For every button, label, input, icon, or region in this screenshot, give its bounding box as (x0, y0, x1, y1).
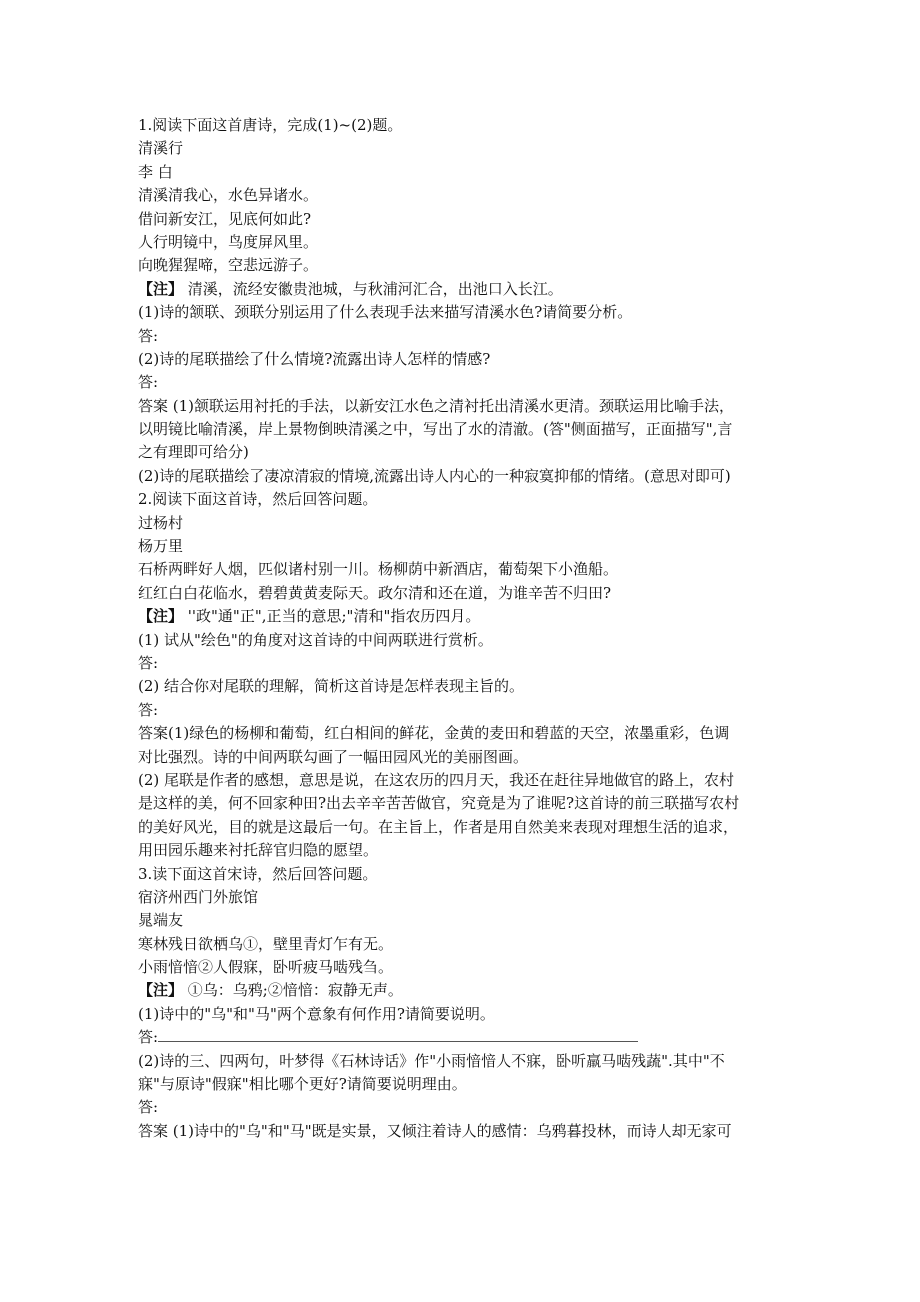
answer-underline (158, 1029, 638, 1042)
q2-poem-line: 石桥两畔好人烟，匹似诸村别一川。杨柳荫中新酒店，葡萄架下小渔船。 (138, 560, 619, 579)
note-tag: 【注】 (138, 981, 184, 1000)
q2-note (138, 605, 790, 628)
q1-subquestion-2: (2)诗的尾联描绘了什么情境?流露出诗人怎样的情感? (138, 349, 491, 368)
q2-answer-1-line: 对比强烈。诗的中间两联勾画了一幅田园风光的美丽图画。 (138, 747, 529, 766)
q2-answer-2-line: 是这样的美，何不回家种田?出去辛辛苦苦做官，究竟是为了谁呢?这首诗的前三联描写农村 (138, 794, 740, 813)
q3-poem-line: 小雨愔愔②人假寐，卧听疲马啮残刍。 (138, 958, 394, 977)
note-text: ''政"通"正",正当的意思;"清和"指农历四月。 (183, 607, 481, 626)
q1-answer-label-2: 答: (138, 373, 159, 392)
note-tag: 【注】 (138, 279, 184, 298)
q1-poem-line: 向晚猩猩啼，空悲远游子。 (138, 256, 319, 275)
q2-subquestion-1: (1) 试从"绘色"的角度对这首诗的中间两联进行赏析。 (138, 630, 493, 649)
q1-poem-line: 清溪清我心，水色异诸水。 (138, 186, 319, 205)
q1-poem-author: 李 白 (138, 162, 173, 181)
note-text: 清溪，流经安徽贵池城，与秋浦河汇合，出池口入长江。 (183, 279, 563, 298)
q2-answer-2-line: (2) 尾联是作者的感想，意思是说，在这农历的四月天，我还在赶往异地做官的路上，农村 (138, 770, 735, 789)
q3-answer-blank (138, 1026, 790, 1049)
q2-poem-author: 杨万里 (138, 537, 184, 556)
q3-answer-1-line: 答案 (1)诗中的"乌"和"马"既是实景，又倾注着诗人的感情：乌鸦暮投林，而诗人却无家可 (138, 1121, 732, 1140)
q2-answer-label-1: 答: (138, 653, 159, 672)
q1-answer-1-line: 以明镜比喻清溪，岸上景物倒映清溪之中，写出了水的清澈。(答"侧面描写，正面描写",言 (138, 420, 733, 439)
q2-poem-title: 过杨村 (138, 513, 184, 532)
note-tag: 【注】 (138, 607, 184, 626)
q3-subquestion-2-line: 寐"与原诗"假寐"相比哪个更好?请简要说明理由。 (138, 1075, 467, 1094)
q1-answer-label-1: 答: (138, 326, 159, 345)
q3-answer-label-2: 答: (138, 1098, 159, 1117)
q3-subquestion-2-line: (2)诗的三、四两句，叶梦得《石林诗话》作"小雨愔愔人不寐，卧听羸马啮残蔬".其中"不 (138, 1051, 725, 1070)
q3-poem-title: 宿济州西门外旅馆 (138, 887, 259, 906)
q1-note (138, 278, 790, 301)
q1-subquestion-1: (1)诗的颔联、颈联分别运用了什么表现手法来描写清溪水色?请简要分析。 (138, 303, 633, 322)
q3-answer-label-1: 答: (138, 1028, 159, 1047)
q1-poem-line: 人行明镜中，鸟度屏风里。 (138, 232, 319, 251)
q2-poem-line: 红红白白花临水，碧碧黄黄麦际天。政尔清和还在道，为谁辛苦不归田? (138, 583, 612, 602)
q1-answer-1-line: 之有理即可给分) (138, 443, 249, 462)
q3-poem-line: 寒林残日欲栖乌①，壁里青灯乍有无。 (138, 934, 394, 953)
q2-answer-2-line: 用田园乐趣来衬托辞官归隐的愿望。 (138, 841, 379, 860)
q2-prompt: 2.阅读下面这首诗，然后回答问题。 (138, 490, 378, 509)
q2-subquestion-2: (2) 结合你对尾联的理解，简析这首诗是怎样表现主旨的。 (138, 677, 525, 696)
q2-answer-label-2: 答: (138, 700, 159, 719)
q2-answer-1-line: 答案(1)绿色的杨柳和葡萄，红白相间的鲜花，金黄的麦田和碧蓝的天空，浓墨重彩，色调 (138, 724, 730, 743)
q3-prompt: 3.读下面这首宋诗，然后回答问题。 (138, 864, 378, 883)
document-body (138, 114, 790, 1143)
q3-subquestion-1: (1)诗中的"乌"和"马"两个意象有何作用?请简要说明。 (138, 1004, 495, 1023)
note-text: ①乌：乌鸦;②愔愔：寂静无声。 (183, 981, 403, 1000)
q1-answer-1-line: 答案 (1)颔联运用衬托的手法，以新安江水色之清衬托出清溪水更清。颈联运用比喻手法， (138, 396, 735, 415)
q2-answer-2-line: 的美好风光，目的就是这最后一句。在主旨上，作者是用自然美来表现对理想生活的追求， (138, 817, 739, 836)
q3-note (138, 979, 790, 1002)
q1-answer-2: (2)诗的尾联描绘了凄凉清寂的情境,流露出诗人内心的一种寂寞抑郁的情绪。(意思对即可) (138, 466, 731, 485)
q1-poem-title: 清溪行 (138, 139, 184, 158)
q1-poem-line: 借问新安江，见底何如此? (138, 209, 312, 228)
q1-prompt: 1.阅读下面这首唐诗，完成(1)~(2)题。 (138, 116, 403, 134)
q3-poem-author: 晁端友 (138, 911, 184, 930)
